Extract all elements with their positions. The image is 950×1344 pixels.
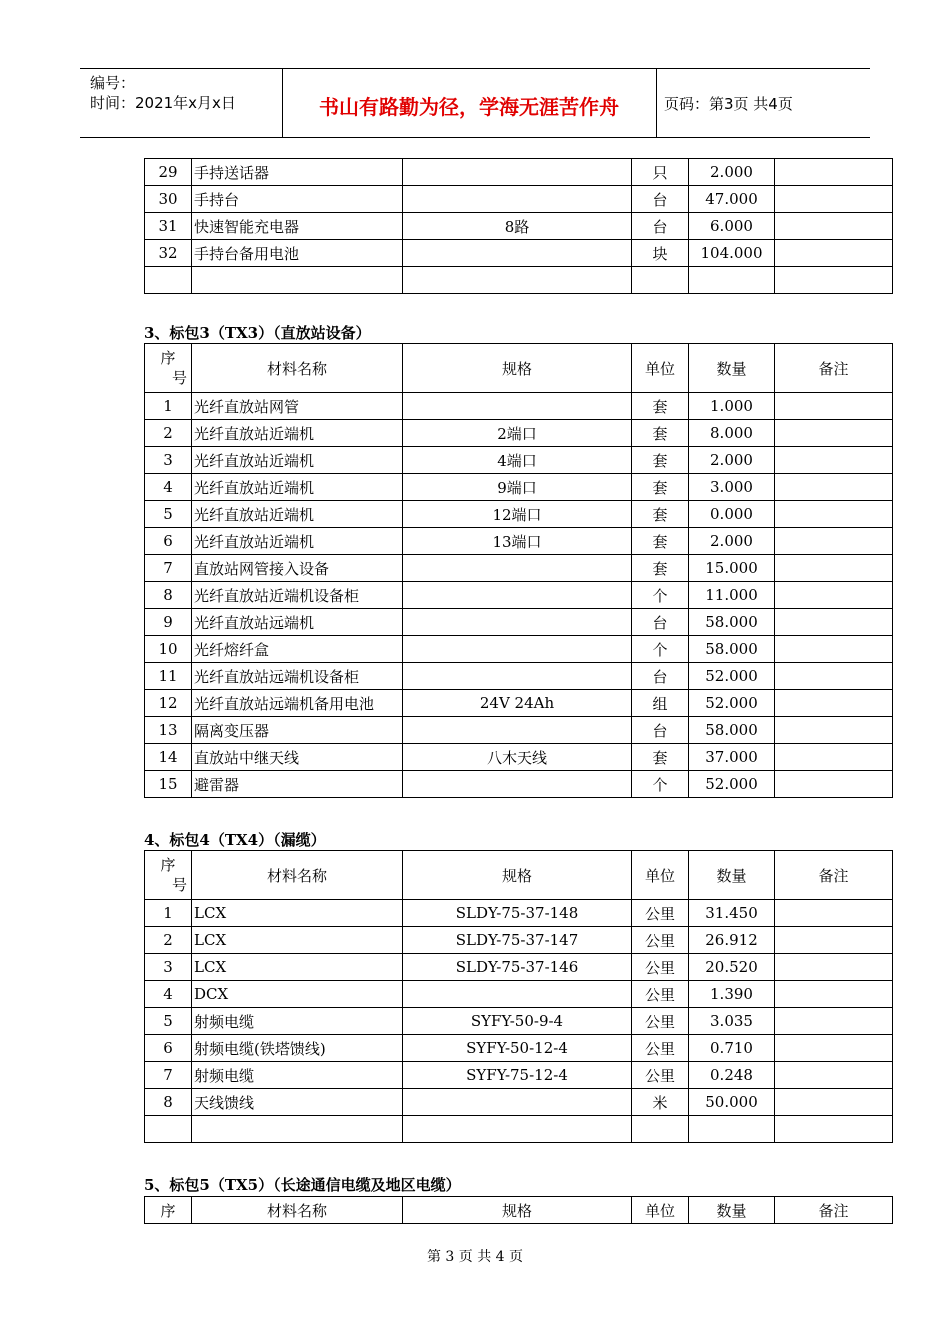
row-material-name: 直放站中继天线 [192,744,403,771]
header-meta [90,73,236,113]
column-header-unit: 单位 [632,1197,689,1224]
table-row [145,1008,893,1035]
table-row [145,771,893,798]
row-unit: 公里 [632,900,689,927]
row-note [775,1089,893,1116]
table-row [145,954,893,981]
row-spec [403,717,632,744]
row-seq: 10 [145,636,192,663]
row-unit: 个 [632,771,689,798]
row-qty: 2.000 [689,159,775,186]
table-row [145,213,893,240]
row-seq: 14 [145,744,192,771]
row-material-name: 光纤直放站远端机 [192,609,403,636]
row-material-name: 快速智能充电器 [192,213,403,240]
header-divider [656,69,657,137]
row-qty: 6.000 [689,213,775,240]
column-header-name: 材料名称 [192,344,403,393]
row-unit: 套 [632,501,689,528]
page-footer: 第 3 页 共 4 页 [426,1249,524,1265]
column-header-seq: 序 [145,1197,192,1224]
row-note [775,1116,893,1143]
row-material-name: 光纤直放站近端机 [192,501,403,528]
row-unit: 台 [632,663,689,690]
row-spec: 13端口 [403,528,632,555]
column-header-note: 备注 [775,1197,893,1224]
row-seq: 11 [145,663,192,690]
row-unit: 套 [632,474,689,501]
table-header-row [145,851,893,900]
row-seq: 1 [145,900,192,927]
row-material-name: 光纤直放站近端机 [192,474,403,501]
row-seq: 2 [145,420,192,447]
row-spec [403,240,632,267]
row-spec: SYFY-50-9-4 [403,1008,632,1035]
row-qty: 0.000 [689,501,775,528]
column-header-name: 材料名称 [192,851,403,900]
row-unit: 个 [632,582,689,609]
table-row [145,420,893,447]
row-unit: 台 [632,609,689,636]
row-unit: 套 [632,420,689,447]
row-material-name: 光纤熔纤盒 [192,636,403,663]
row-seq: 3 [145,447,192,474]
section-5-title: 5、标包5（TX5）（长途通信电缆及地区电缆） [144,1176,461,1194]
table-row [145,240,893,267]
row-spec: SLDY-75-37-146 [403,954,632,981]
row-seq: 7 [145,1062,192,1089]
row-spec: SYFY-75-12-4 [403,1062,632,1089]
row-qty: 58.000 [689,717,775,744]
row-seq: 3 [145,954,192,981]
row-qty [689,267,775,294]
row-qty: 31.450 [689,900,775,927]
row-material-name: LCX [192,927,403,954]
row-note [775,1008,893,1035]
row-material-name: 射频电缆 [192,1062,403,1089]
row-spec: 2端口 [403,420,632,447]
table-row [145,663,893,690]
row-spec [403,663,632,690]
table-row [145,447,893,474]
row-material-name: LCX [192,954,403,981]
table-row [145,900,893,927]
section-3-title: 3、标包3（TX3）（直放站设备） [144,324,371,342]
row-seq: 15 [145,771,192,798]
table-row [145,501,893,528]
row-material-name: 光纤直放站近端机 [192,447,403,474]
row-qty: 3.000 [689,474,775,501]
row-material-name: 直放站网管接入设备 [192,555,403,582]
row-material-name [192,267,403,294]
row-seq: 6 [145,1035,192,1062]
row-note [775,954,893,981]
row-material-name: 避雷器 [192,771,403,798]
table-row [145,1089,893,1116]
row-note [775,771,893,798]
row-spec [403,1116,632,1143]
row-spec: 4端口 [403,447,632,474]
row-qty [689,1116,775,1143]
row-unit: 个 [632,636,689,663]
row-seq: 5 [145,1008,192,1035]
row-note [775,186,893,213]
row-material-name: 手持台 [192,186,403,213]
column-header-spec: 规格 [403,1197,632,1224]
row-note [775,609,893,636]
row-qty: 37.000 [689,744,775,771]
row-qty: 58.000 [689,636,775,663]
row-spec [403,267,632,294]
row-spec: 9端口 [403,474,632,501]
row-qty: 1.000 [689,393,775,420]
header-motto: 书山有路勤为径，学海无涯苦作舟 [319,95,619,119]
row-spec: 8路 [403,213,632,240]
row-note [775,213,893,240]
row-seq: 31 [145,213,192,240]
column-header-name: 材料名称 [192,1197,403,1224]
row-unit: 台 [632,186,689,213]
row-unit: 台 [632,213,689,240]
row-spec: SLDY-75-37-148 [403,900,632,927]
row-material-name: 隔离变压器 [192,717,403,744]
row-unit: 公里 [632,1008,689,1035]
row-qty: 52.000 [689,663,775,690]
table-row [145,717,893,744]
row-material-name: LCX [192,900,403,927]
row-qty: 58.000 [689,609,775,636]
row-spec: 24V 24Ah [403,690,632,717]
materials-table-continued [144,158,893,294]
row-note [775,474,893,501]
row-note [775,555,893,582]
row-seq: 8 [145,1089,192,1116]
row-unit: 套 [632,744,689,771]
row-seq: 5 [145,501,192,528]
row-qty: 47.000 [689,186,775,213]
row-seq: 12 [145,690,192,717]
row-unit: 公里 [632,1062,689,1089]
row-seq: 9 [145,609,192,636]
table-row [145,528,893,555]
row-note [775,717,893,744]
column-header-note: 备注 [775,851,893,900]
row-note [775,663,893,690]
table-header-row [145,1197,893,1224]
row-note [775,240,893,267]
row-material-name: 光纤直放站近端机设备柜 [192,582,403,609]
row-unit: 台 [632,717,689,744]
row-material-name: 天线馈线 [192,1089,403,1116]
column-header-seq: 序 号 [145,344,192,393]
row-seq: 32 [145,240,192,267]
table-row [145,744,893,771]
row-qty: 15.000 [689,555,775,582]
row-material-name: 手持台备用电池 [192,240,403,267]
row-unit [632,1116,689,1143]
table-row [145,159,893,186]
row-qty: 2.000 [689,447,775,474]
row-seq [145,1116,192,1143]
column-header-unit: 单位 [632,851,689,900]
row-material-name: 光纤直放站网管 [192,393,403,420]
row-seq: 4 [145,981,192,1008]
row-note [775,159,893,186]
row-note [775,420,893,447]
table-row [145,1035,893,1062]
row-material-name: 光纤直放站远端机备用电池 [192,690,403,717]
row-qty: 50.000 [689,1089,775,1116]
row-unit: 套 [632,393,689,420]
table-row [145,555,893,582]
row-unit [632,267,689,294]
column-header-qty: 数量 [689,344,775,393]
row-note [775,267,893,294]
row-spec [403,555,632,582]
section-3-table [144,343,893,798]
row-unit: 只 [632,159,689,186]
row-spec [403,981,632,1008]
column-header-seq: 序 号 [145,851,192,900]
row-qty: 8.000 [689,420,775,447]
table-row [145,609,893,636]
table-row [145,474,893,501]
table-row [145,1116,893,1143]
row-seq: 8 [145,582,192,609]
section-4-title: 4、标包4（TX4）（漏缆） [144,831,326,849]
table-row [145,267,893,294]
row-note [775,501,893,528]
row-note [775,690,893,717]
row-material-name: 光纤直放站近端机 [192,420,403,447]
row-qty: 0.710 [689,1035,775,1062]
row-qty: 1.390 [689,981,775,1008]
row-unit: 套 [632,447,689,474]
row-material-name: 光纤直放站远端机设备柜 [192,663,403,690]
row-unit: 块 [632,240,689,267]
row-qty: 3.035 [689,1008,775,1035]
row-qty: 0.248 [689,1062,775,1089]
row-seq: 2 [145,927,192,954]
row-spec [403,1089,632,1116]
row-seq: 6 [145,528,192,555]
row-unit: 套 [632,555,689,582]
column-header-spec: 规格 [403,851,632,900]
row-seq [145,267,192,294]
row-seq: 13 [145,717,192,744]
row-note [775,582,893,609]
row-unit: 公里 [632,1035,689,1062]
row-seq: 7 [145,555,192,582]
section-5-table [144,1196,893,1224]
row-qty: 2.000 [689,528,775,555]
page-header [80,68,870,138]
row-note [775,1035,893,1062]
row-material-name: 手持送话器 [192,159,403,186]
row-note [775,981,893,1008]
row-note [775,393,893,420]
row-spec [403,609,632,636]
row-note [775,528,893,555]
row-qty: 20.520 [689,954,775,981]
row-note [775,900,893,927]
row-qty: 26.912 [689,927,775,954]
row-seq: 29 [145,159,192,186]
row-spec [403,636,632,663]
row-material-name [192,1116,403,1143]
row-seq: 4 [145,474,192,501]
row-unit: 公里 [632,927,689,954]
table-row [145,927,893,954]
row-qty: 104.000 [689,240,775,267]
row-unit: 公里 [632,954,689,981]
row-qty: 11.000 [689,582,775,609]
column-header-unit: 单位 [632,344,689,393]
row-spec: 八木天线 [403,744,632,771]
row-spec [403,771,632,798]
document-time-label: 时间：2021年x月x日 [90,94,236,112]
column-header-qty: 数量 [689,1197,775,1224]
row-spec: SLDY-75-37-147 [403,927,632,954]
table-row [145,981,893,1008]
row-note [775,1062,893,1089]
row-note [775,744,893,771]
table-row [145,690,893,717]
column-header-qty: 数量 [689,851,775,900]
row-unit: 米 [632,1089,689,1116]
row-qty: 52.000 [689,771,775,798]
row-spec: 12端口 [403,501,632,528]
row-note [775,636,893,663]
row-material-name: 射频电缆(铁塔馈线) [192,1035,403,1062]
header-page-info: 页码：第3页 共4页 [664,95,793,113]
table-row [145,1062,893,1089]
table-row [145,393,893,420]
row-material-name: 光纤直放站近端机 [192,528,403,555]
row-unit: 套 [632,528,689,555]
row-note [775,447,893,474]
column-header-note: 备注 [775,344,893,393]
row-spec [403,582,632,609]
row-seq: 1 [145,393,192,420]
table-row [145,186,893,213]
row-material-name: DCX [192,981,403,1008]
row-note [775,927,893,954]
row-seq: 30 [145,186,192,213]
row-spec [403,186,632,213]
row-unit: 公里 [632,981,689,1008]
document-number-label: 编号： [90,74,136,92]
row-spec: SYFY-50-12-4 [403,1035,632,1062]
table-row [145,636,893,663]
row-spec [403,159,632,186]
section-4-table [144,850,893,1143]
row-unit: 组 [632,690,689,717]
row-qty: 52.000 [689,690,775,717]
table-header-row [145,344,893,393]
row-spec [403,393,632,420]
row-material-name: 射频电缆 [192,1008,403,1035]
table-row [145,582,893,609]
column-header-spec: 规格 [403,344,632,393]
